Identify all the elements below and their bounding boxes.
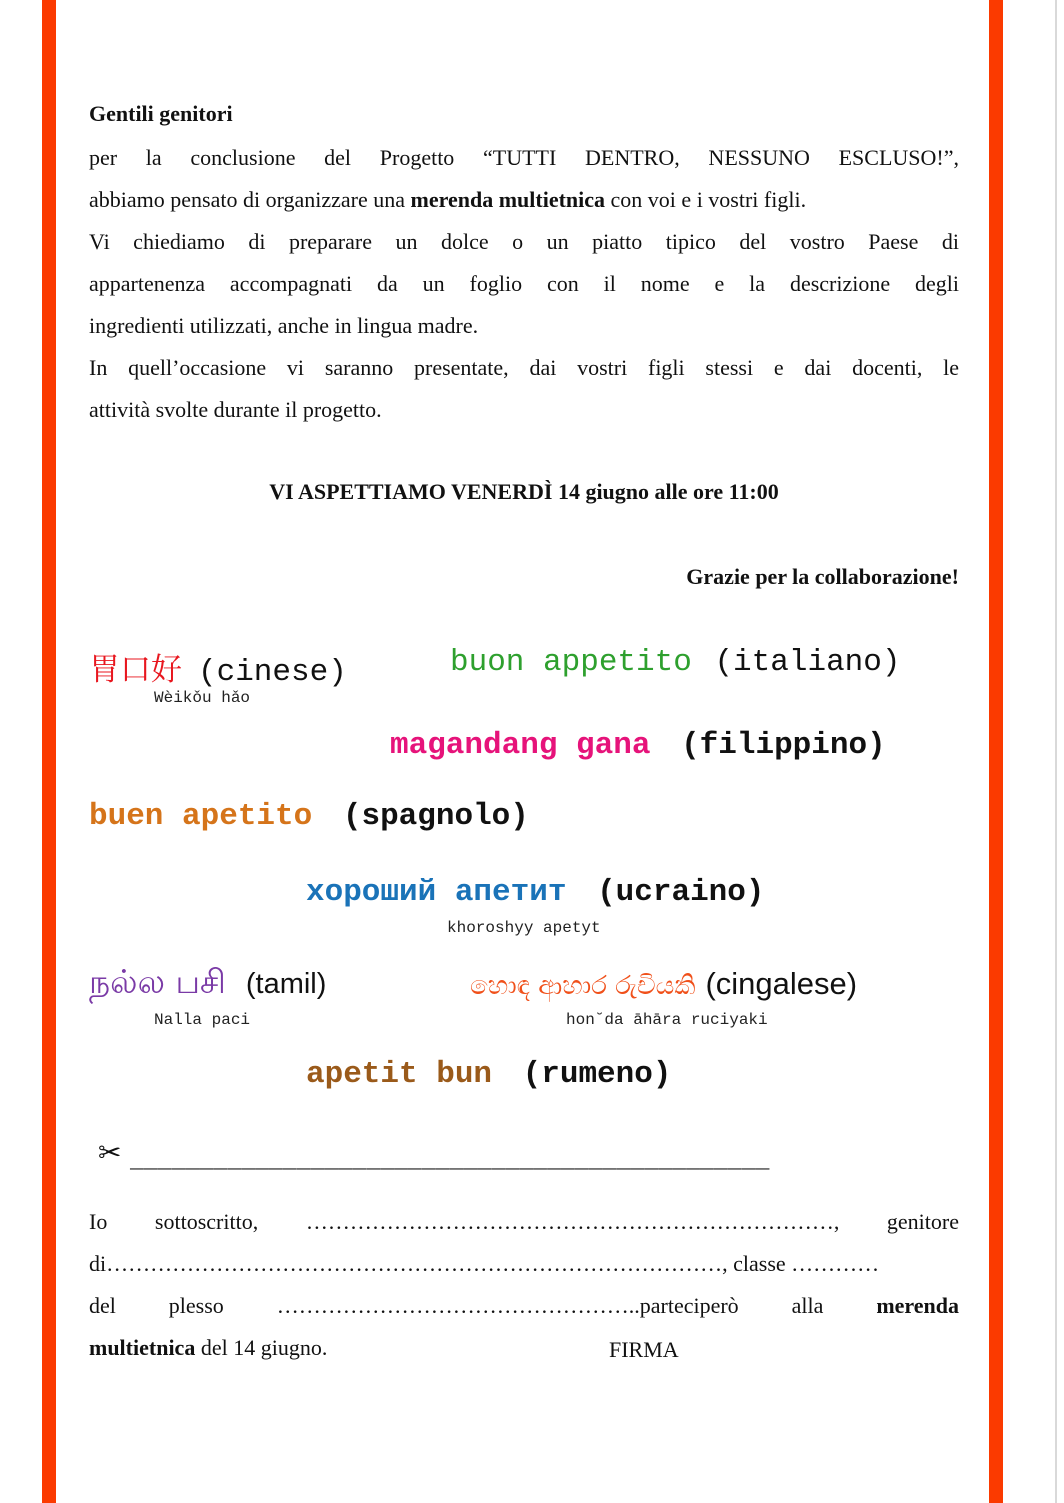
fill-dots: …………………………………………………………………………,	[106, 1251, 728, 1276]
fill-dots: ………………………………………………………………,	[305, 1209, 840, 1234]
greeting-romanian	[306, 1057, 671, 1092]
greeting-filipino	[390, 728, 886, 763]
paragraph-3-line-1: In quell’occasione vi saranno presentate, dai vostri figli stessi e dai docenti, le	[89, 355, 959, 380]
form-line-1	[89, 1201, 959, 1243]
sinhala-text: හොඳ ආහාර රුචියකි	[470, 971, 696, 1001]
ukrainian-label: (ucraino)	[597, 875, 765, 910]
page-edge	[1055, 0, 1057, 1503]
tamil-label: (tamil)	[245, 968, 327, 1000]
left-orange-border	[42, 0, 56, 1503]
romanian-label: (rumeno)	[522, 1057, 672, 1092]
paragraph-1-line-1: per la conclusione del Progetto “TUTTI DENTRO, NESSUNO ESCLUSO!”,	[89, 145, 959, 170]
greeting-italian	[450, 645, 900, 680]
spanish-text: buen apetito	[89, 799, 313, 834]
form-line-2	[89, 1243, 959, 1285]
paragraph-2-line-3: ingredienti utilizzati, anche in lingua madre.	[89, 313, 479, 338]
greeting: Gentili genitori	[89, 101, 233, 126]
filipino-label: (filippino)	[681, 728, 886, 763]
scissors-icon: ✂	[98, 1136, 122, 1169]
ukrainian-transliteration: khoroshyy apetyt	[447, 919, 601, 937]
form-line-3	[89, 1285, 959, 1327]
paragraph-1-line-2	[89, 179, 959, 221]
text-span: classe …………	[733, 1251, 880, 1276]
filipino-text: magandang gana	[390, 728, 651, 763]
text-span: del 14 giugno.	[195, 1335, 328, 1360]
italian-label: (italiano)	[714, 645, 901, 680]
cut-dashed-line: ______________________________________________	[130, 1148, 770, 1174]
ukrainian-text: хороший апетит	[306, 875, 567, 910]
paragraph-2-line-1: Vi chiediamo di preparare un dolce o un piatto tipico del vostro Paese di	[89, 229, 959, 254]
spanish-label: (spagnolo)	[342, 799, 529, 834]
greeting-ukrainian	[306, 875, 765, 910]
text-span: con voi e i vostri figli.	[605, 187, 807, 212]
right-orange-border	[989, 0, 1003, 1503]
fill-dots: …………………………………………..	[276, 1293, 640, 1318]
chinese-transliteration: Wèikǒu hǎo	[154, 689, 251, 707]
greeting-sinhala	[470, 966, 857, 1002]
greeting-tamil	[89, 962, 326, 1006]
thanks-line: Grazie per la collaborazione!	[686, 564, 959, 589]
signature-label: FIRMA	[609, 1337, 679, 1362]
italian-text: buon appetito	[450, 645, 692, 680]
greeting-spanish	[89, 799, 529, 834]
bold-text: multietnica	[89, 1335, 196, 1360]
greeting-chinese	[89, 644, 347, 690]
bold-text: merenda	[876, 1293, 960, 1318]
text-span: Io sottoscritto,	[89, 1209, 259, 1234]
bold-text: merenda multietnica	[410, 187, 606, 212]
sinhala-label: (cingalese)	[705, 966, 858, 1001]
fill-dots-group	[277, 1293, 824, 1318]
chinese-label: (cinese)	[198, 655, 347, 690]
chinese-text: 胃口好	[89, 652, 182, 688]
romanian-text: apetit bun	[306, 1057, 493, 1092]
text-span: genitore	[886, 1209, 960, 1234]
text-span: del plesso	[89, 1293, 224, 1318]
text-span: di	[89, 1251, 107, 1276]
paragraph-2-line-2: appartenenza accompagnati da un foglio con il nome e la descrizione degli	[89, 271, 959, 296]
text-span: parteciperò alla	[639, 1293, 824, 1318]
tamil-transliteration: Nalla paci	[154, 1011, 251, 1029]
tamil-text: நல்ல பசி	[89, 962, 226, 1001]
text-span: abbiamo pensato di organizzare una	[89, 187, 411, 212]
sinhala-transliteration: hon˘da āhāra ruciyaki	[566, 1011, 768, 1029]
invitation-date: VI ASPETTIAMO VENERDÌ 14 giugno alle ore 11:00	[269, 479, 779, 504]
paragraph-3-line-2: attività svolte durante il progetto.	[89, 397, 382, 422]
form-line-4	[89, 1327, 959, 1369]
